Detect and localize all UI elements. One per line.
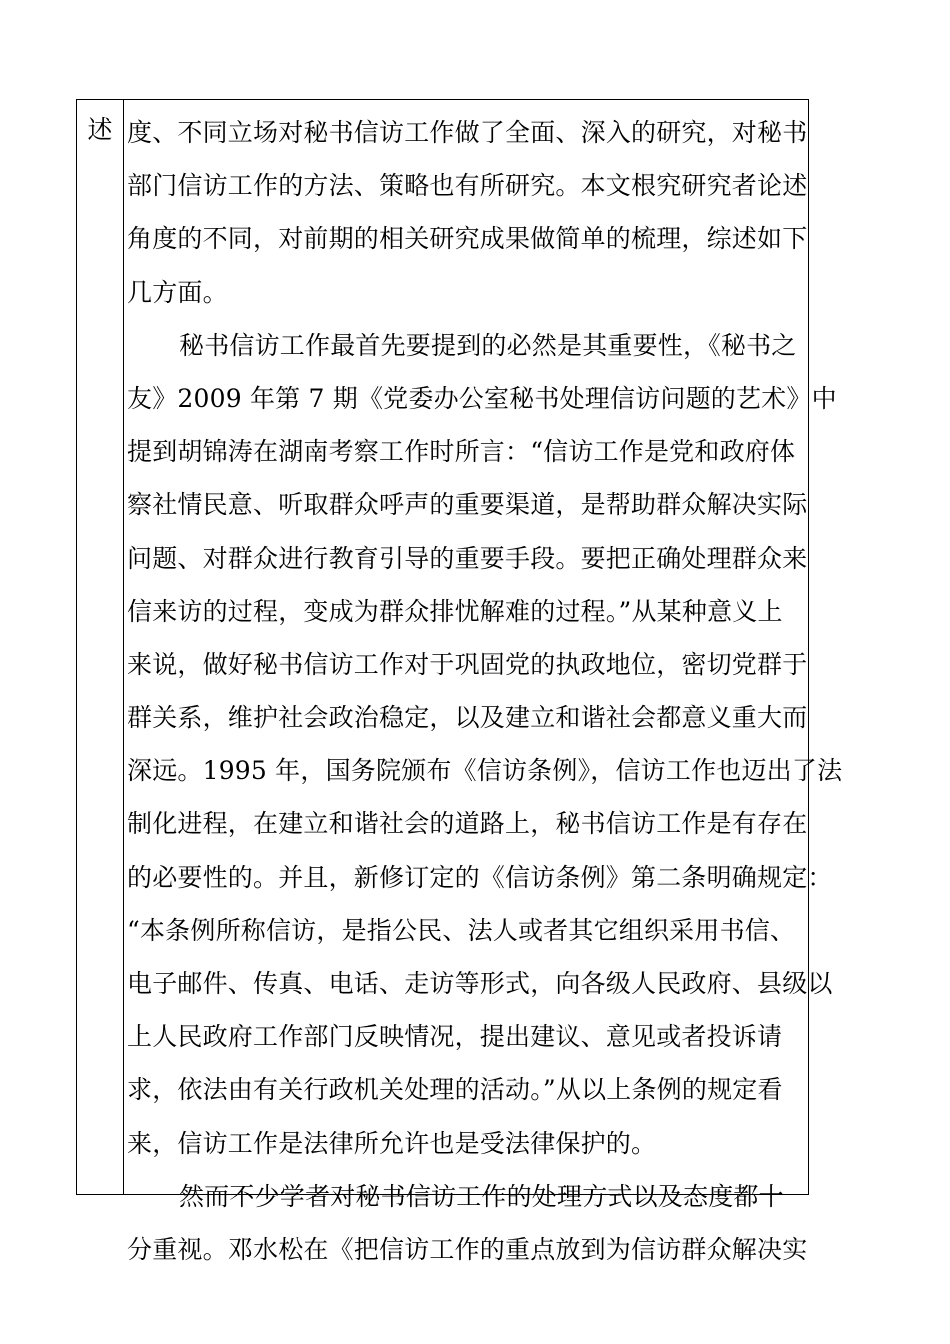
text-line: 求，依法由有关行政机关处理的活动。”从以上条例的规定看 (127, 1075, 783, 1105)
text-line: 问题、对群众进行教育引导的重要手段。要把正确处理群众来 (127, 543, 808, 573)
text-line: 上人民政府工作部门反映情况，提出建议、意见或者投诉请 (127, 1022, 783, 1052)
text-line: 友》2009 年第 7 期《党委办公室秘书处理信访问题的艺术》中 (127, 383, 837, 413)
text-line: 部门信访工作的方法、策略也有所研究。本文根究研究者论述 (127, 171, 808, 201)
section-label-cell (77, 100, 124, 1194)
text-line: 角度的不同，对前期的相关研究成果做简单的梳理，综述如下 (127, 224, 808, 254)
text-line: 的必要性的。并且，新修订定的《信访条例》第二条明确规定： (127, 862, 833, 892)
text-line: 群关系，维护社会政治稳定，以及建立和谐社会都意义重大而 (127, 703, 808, 733)
text-line: 制化进程，在建立和谐社会的道路上，秘书信访工作是有存在 (127, 809, 808, 839)
text-line: 提到胡锦涛在湖南考察工作时所言：“信访工作是党和政府体 (127, 437, 796, 467)
text-line: 几方面。 (127, 277, 228, 307)
text-line: “本条例所称信访，是指公民、法人或者其它组织采用书信、 (127, 915, 796, 945)
section-label: 述 (87, 115, 113, 144)
text-body (127, 106, 843, 1276)
content-cell (124, 100, 843, 1264)
document-table (76, 99, 843, 1264)
text-line: 电子邮件、传真、电话、走访等形式，向各级人民政府、县级以 (127, 969, 833, 998)
text-line: 然而不少学者对秘书信访工作的处理方式以及态度都十 (179, 1181, 784, 1211)
text-line: 来说，做好秘书信访工作对于巩固党的执政地位，密切党群于 (127, 649, 808, 679)
text-line: 秘书信访工作最首先要提到的必然是其重要性，《秘书之 (179, 330, 797, 360)
text-line: 察社情民意、听取群众呼声的重要渠道，是帮助群众解决实际 (127, 490, 808, 520)
text-line: 来，信访工作是法律所允许也是受法律保护的。 (127, 1128, 657, 1158)
text-line: 分重视。邓水松在《把信访工作的重点放到为信访群众解决实 (127, 1234, 808, 1264)
text-line: 深远。1995 年，国务院颁布《信访条例》，信访工作也迈出了法 (127, 756, 843, 786)
text-line: 度、不同立场对秘书信访工作做了全面、深入的研究，对秘书 (127, 118, 808, 147)
text-line: 信来访的过程，变成为群众排忧解难的过程。”从某种意义上 (127, 596, 783, 626)
